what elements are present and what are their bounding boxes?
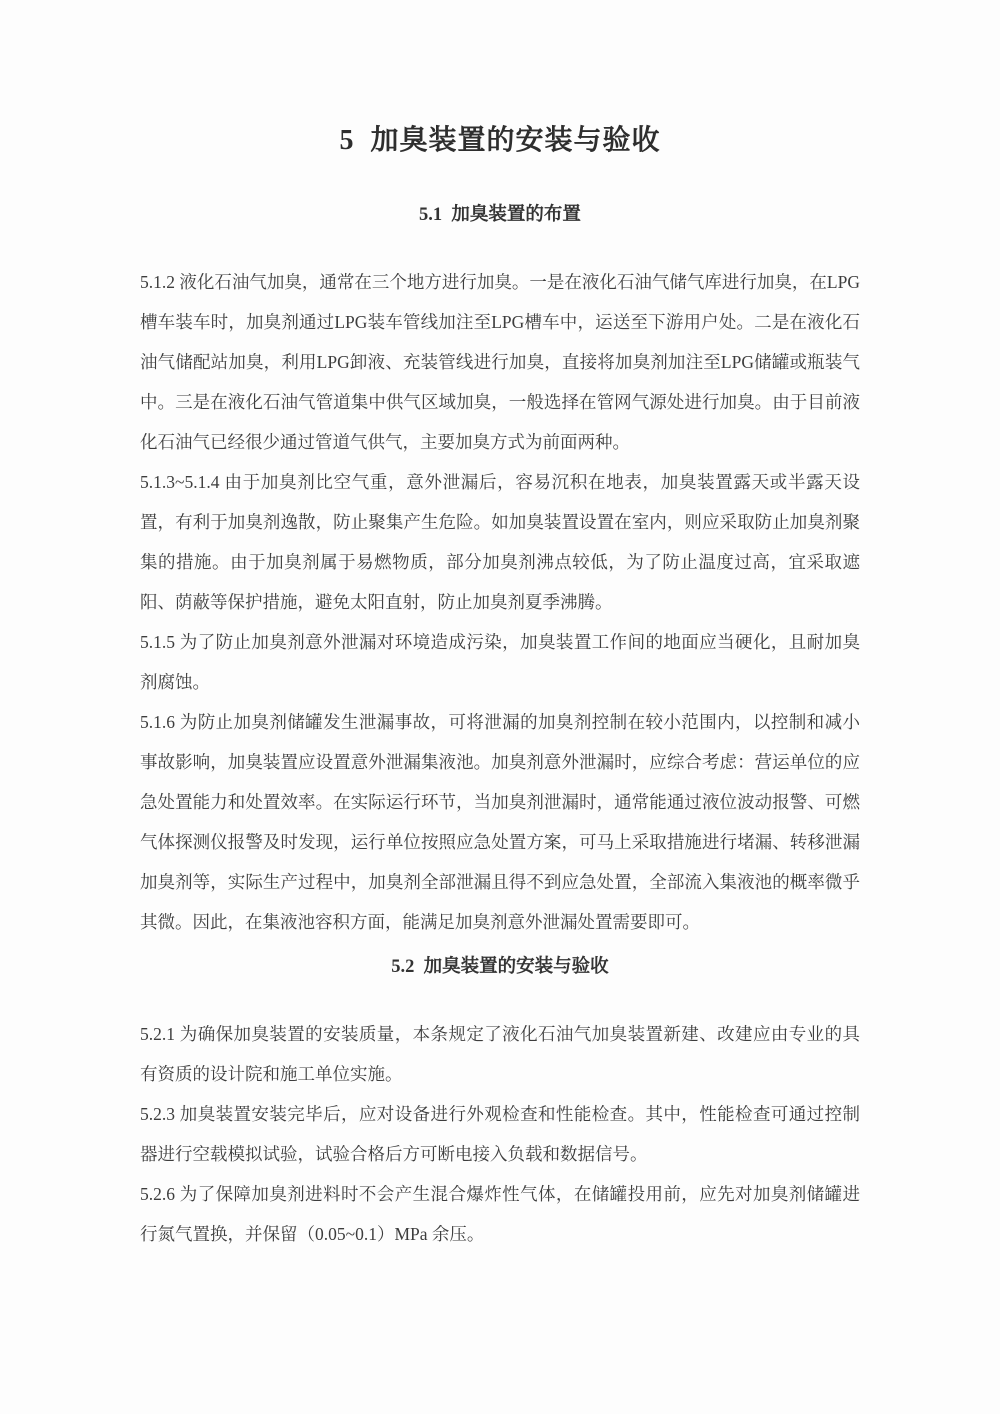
paragraph-5-2-1: 5.2.1 为确保加臭装置的安装质量，本条规定了液化石油气加臭装置新建、改建应由专业的具有资质的设计院和施工单位实施。 [140, 1024, 860, 1084]
section-heading-5-2: 5.2 加臭装置的安装与验收 [391, 957, 609, 977]
paragraph-5-1-6: 5.1.6 为防止加臭剂储罐发生泄漏事故，可将泄漏的加臭剂控制在较小范围内，以控制和减小事故影响，加臭装置应设置意外泄漏集液池。加臭剂意外泄漏时，应综合考虑：营运单位的应急处置能力和处置效率。在实际运行环节，当加臭剂泄漏时，通常能通过液位波动报警、可燃气体探测仪报警及时发现，运行单位按照应急处置方案，可马上采取措施进行堵漏、转移泄漏加臭剂等，实际生产过程中，加臭剂全部泄漏且得不到应急处置，全部流入集液池的概率微乎其微。因此，在集液池容积方面，能满足加臭剂意外泄漏处置需要即可。 [140, 712, 860, 932]
page-title: 5 加臭装置的安装与验收 [339, 125, 661, 156]
paragraph-5-1-5: 5.1.5 为了防止加臭剂意外泄漏对环境造成污染，加臭装置工作间的地面应当硬化，且耐加臭剂腐蚀。 [140, 632, 860, 692]
section-heading-5-1: 5.1 加臭装置的布置 [419, 205, 581, 225]
paragraph-5-2-6: 5.2.6 为了保障加臭剂进料时不会产生混合爆炸性气体，在储罐投用前，应先对加臭剂储罐进行氮气置换，并保留（0.05~0.1）MPa 余压。 [140, 1184, 860, 1244]
paragraph-5-1-3-to-5-1-4: 5.1.3~5.1.4 由于加臭剂比空气重，意外泄漏后，容易沉积在地表，加臭装置露天或半露天设置，有利于加臭剂逸散，防止聚集产生危险。如加臭装置设置在室内，则应采取防止加臭剂聚集的措施。由于加臭剂属于易燃物质，部分加臭剂沸点较低，为了防止温度过高，宜采取遮阳、荫蔽等保护措施，避免太阳直射，防止加臭剂夏季沸腾。 [140, 472, 860, 612]
paragraph-5-2-3: 5.2.3 加臭装置安装完毕后，应对设备进行外观检查和性能检查。其中，性能检查可通过控制器进行空载模拟试验，试验合格后方可断电接入负载和数据信号。 [140, 1104, 860, 1164]
paragraph-5-1-2: 5.1.2 液化石油气加臭，通常在三个地方进行加臭。一是在液化石油气储气库进行加臭，在LPG槽车装车时，加臭剂通过LPG装车管线加注至LPG槽车中，运送至下游用户处。二是在液化石油气储配站加臭，利用LPG卸液、充装管线进行加臭，直接将加臭剂加注至LPG储罐或瓶装气中。三是在液化石油气管道集中供气区域加臭，一般选择在管网气源处进行加臭。由于目前液化石油气已经很少通过管道气供气，主要加臭方式为前面两种。 [140, 272, 860, 452]
